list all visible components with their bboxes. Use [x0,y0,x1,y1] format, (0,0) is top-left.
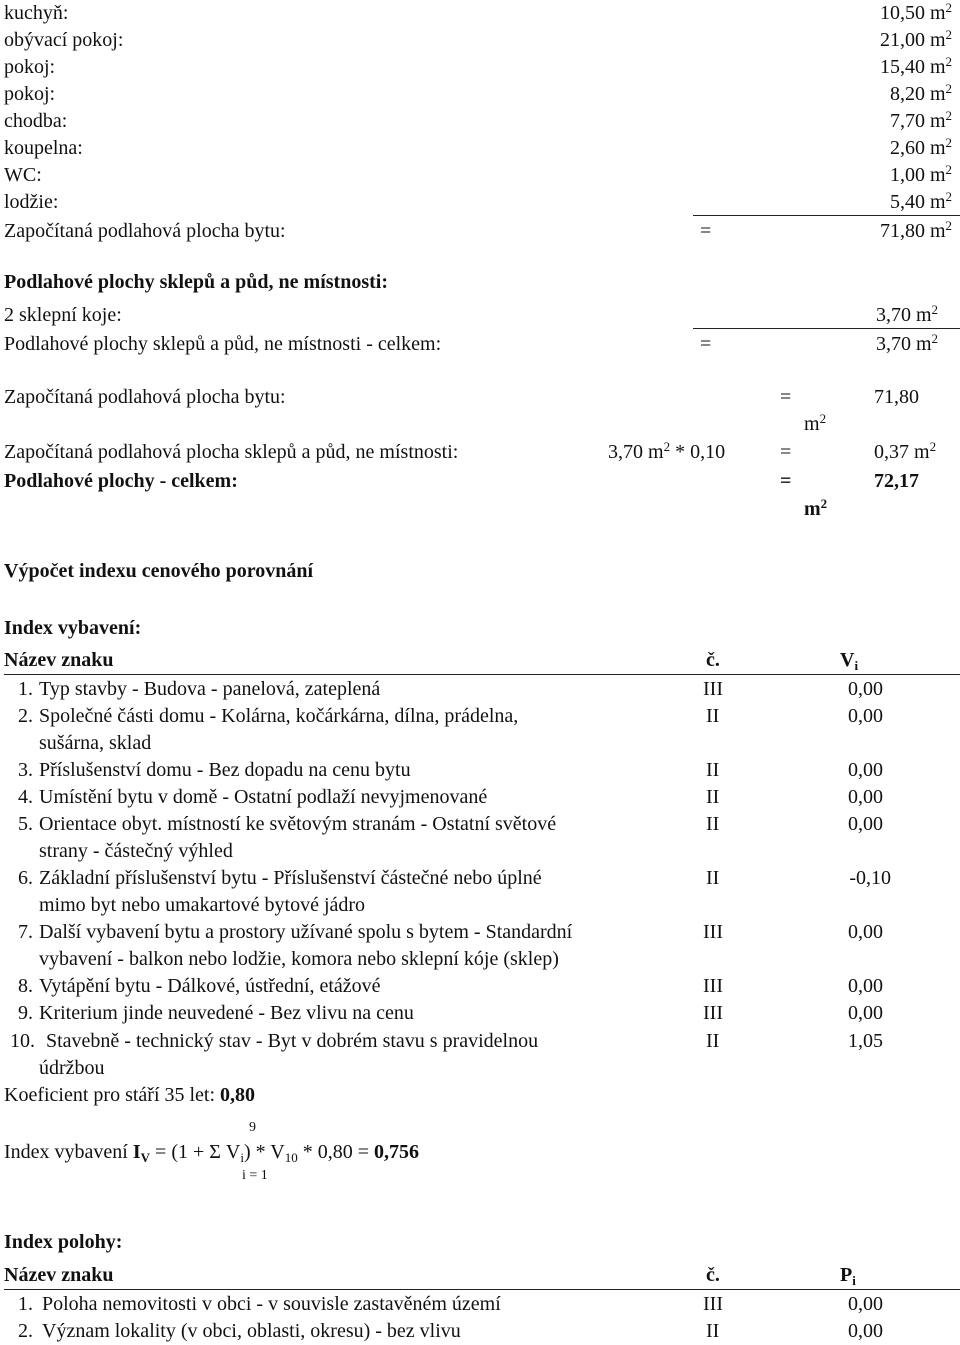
table-row-class: II [706,1320,720,1342]
room-label: kuchyň: [4,2,69,24]
table-row-text: Stavebně - technický stav - Byt v dobrém stavu s pravidelnou [46,1030,539,1052]
room-value: 1,00 $m^2$ [889,162,952,186]
equipment-heading: Index vybavení: [4,617,142,639]
table-row-value: 0,00 [848,678,883,700]
table-row-num: 9. [18,1002,33,1024]
cellar-total-label: Podlahové plochy sklepů a půd, ne místnosti - celkem: [4,333,442,355]
header-rule [4,1289,960,1290]
room-label: pokoj: [4,83,56,105]
room-value: 7,70 $m^2$ [889,108,952,132]
equipment-col-value: $V_i$ [840,649,859,673]
table-row-num: 3. [18,759,33,781]
table-row-num: 4. [18,786,33,808]
table-row-value: 0,00 [848,705,883,727]
equipment-col-name: Název znaku [4,649,114,671]
table-row-text: sušárna, sklad [39,732,152,754]
table-row-class: II [706,786,720,808]
summary-row3-eq: = [780,470,792,492]
table-row-num: 8. [18,975,33,997]
table-row-class: II [706,759,720,781]
room-value: 21,00 $m^2$ [879,27,952,51]
summary-row1-unit: $m^2$ [804,411,827,435]
cellar-total-value: 3,70 $m^2$ [875,331,938,355]
room-label: chodba: [4,110,68,132]
sum-lower-limit: i = 1 [242,1168,268,1183]
room-label: pokoj: [4,56,56,78]
table-row-value: 0,00 [848,1293,883,1315]
table-row-text: vybavení - balkon nebo lodžie, komora nebo sklepní kóje (sklep) [39,948,559,970]
table-row-text: Kriterium jinde neuvedené - Bez vlivu na cenu [39,1002,414,1024]
table-row-text: Další vybavení bytu a prostory užívané spolu s bytem - Standardní [39,921,573,943]
table-row-class: III [703,921,723,943]
table-row-value: 0,00 [848,1002,883,1024]
table-row-text: strany - částečný výhled [39,840,233,862]
table-row-class: III [703,1002,723,1024]
cellar-item-value: 3,70 $m^2$ [875,302,938,326]
table-row-num: 5. [18,813,33,835]
equipment-index-formula: Index vybavení $I_V = (1 + \Sigma$ $V_i) * V_{10} * 0,80 = 0,756$ [4,1141,420,1165]
summary-row1-label: Započítaná podlahová plocha bytu: [4,386,286,408]
sum-rule [693,328,960,329]
table-row-value: -0,10 [849,867,891,889]
room-total-value: 71,80 $m^2$ [879,218,952,242]
table-row-value: 0,00 [848,975,883,997]
table-row-class: II [706,867,720,889]
section-title: Výpočet indexu cenového porovnání [4,560,314,582]
table-row-num: 1. [18,678,33,700]
room-value: 10,50 $m^2$ [879,0,952,24]
table-row-class: III [703,678,723,700]
table-row-value: 0,00 [848,759,883,781]
table-row-num: 7. [18,921,33,943]
room-total-eq: = [700,220,712,242]
cellar-heading: Podlahové plochy sklepů a půd, ne místnosti: [4,271,388,293]
sum-rule [693,215,960,216]
table-row-value: 0,00 [848,786,883,808]
table-row-text: Společné části domu - Kolárna, kočárkárna, dílna, prádelna, [39,705,519,727]
table-row-value: 0,00 [848,1320,883,1342]
age-coefficient: Koeficient pro stáří 35 let: 0,80 [4,1084,256,1106]
table-row-value: 1,05 [848,1030,883,1052]
cellar-total-eq: = [700,333,712,355]
table-row-value: 0,00 [848,921,883,943]
table-row-class: II [706,705,720,727]
summary-row2-eq: = [780,441,792,463]
table-row-text: Orientace obyt. místností ke světovým stranám - Ostatní světové [39,813,557,835]
cellar-item-label: 2 sklepní koje: [4,304,122,326]
room-label: obývací pokoj: [4,29,124,51]
summary-row2-value: 0,37 $m^2$ [874,439,937,463]
equipment-col-class: č. [706,649,720,671]
sum-upper-limit: 9 [249,1120,256,1135]
table-row-num: 10. [10,1030,35,1052]
room-value: 8,20 $m^2$ [889,81,952,105]
location-col-value: $P_i$ [840,1264,856,1288]
summary-row3-value: 72,17 [874,470,919,492]
table-row-text: Význam lokality (v obci, oblasti, okresu) - bez vlivu [42,1320,461,1342]
room-total-label: Započítaná podlahová plocha bytu: [4,220,286,242]
table-row-text: Příslušenství domu - Bez dopadu na cenu bytu [39,759,411,781]
summary-row3-label: Podlahové plochy - celkem: [4,470,238,492]
table-row-text: Vytápění bytu - Dálkové, ústřední, etážové [39,975,381,997]
table-row-text: Umístění bytu v domě - Ostatní podlaží nevyjmenované [39,786,488,808]
table-row-class: III [703,1293,723,1315]
header-rule [4,674,960,675]
table-row-value: 0,00 [848,813,883,835]
table-row-num: 2. [18,705,33,727]
location-heading: Index polohy: [4,1231,123,1253]
room-label: lodžie: [4,191,59,213]
table-row-class: III [703,975,723,997]
table-row-class: II [706,813,720,835]
table-row-text: Poloha nemovitosti v obci - v souvisle zastavěném území [42,1293,501,1315]
table-row-num: 2. [18,1320,33,1342]
table-row-num: 1. [18,1293,33,1315]
room-value: 15,40 $m^2$ [879,54,952,78]
table-row-text: mimo byt nebo umakartové bytové jádro [39,894,366,916]
room-label: koupelna: [4,137,83,159]
location-col-class: č. [706,1264,720,1286]
room-label: WC: [4,164,42,186]
table-row-text: Typ stavby - Budova - panelová, zateplená [39,678,381,700]
summary-row1-eq: = [780,386,792,408]
room-value: 2,60 $m^2$ [889,135,952,159]
room-value: 5,40 $m^2$ [889,189,952,213]
location-col-name: Název znaku [4,1264,114,1286]
table-row-class: II [706,1030,720,1052]
summary-row2-label: Započítaná podlahová plocha sklepů a půd, ne místnosti: [4,441,459,463]
table-row-text: údržbou [39,1057,105,1079]
table-row-text: Základní příslušenství bytu - Příslušenství částečné nebo úplné [39,867,542,889]
table-row-num: 6. [18,867,33,889]
summary-row3-unit: $m^2$ [804,496,828,520]
summary-row1-value: 71,80 [874,386,919,408]
summary-row2-formula: 3,70 $m^2 * 0,10$ [608,439,726,463]
